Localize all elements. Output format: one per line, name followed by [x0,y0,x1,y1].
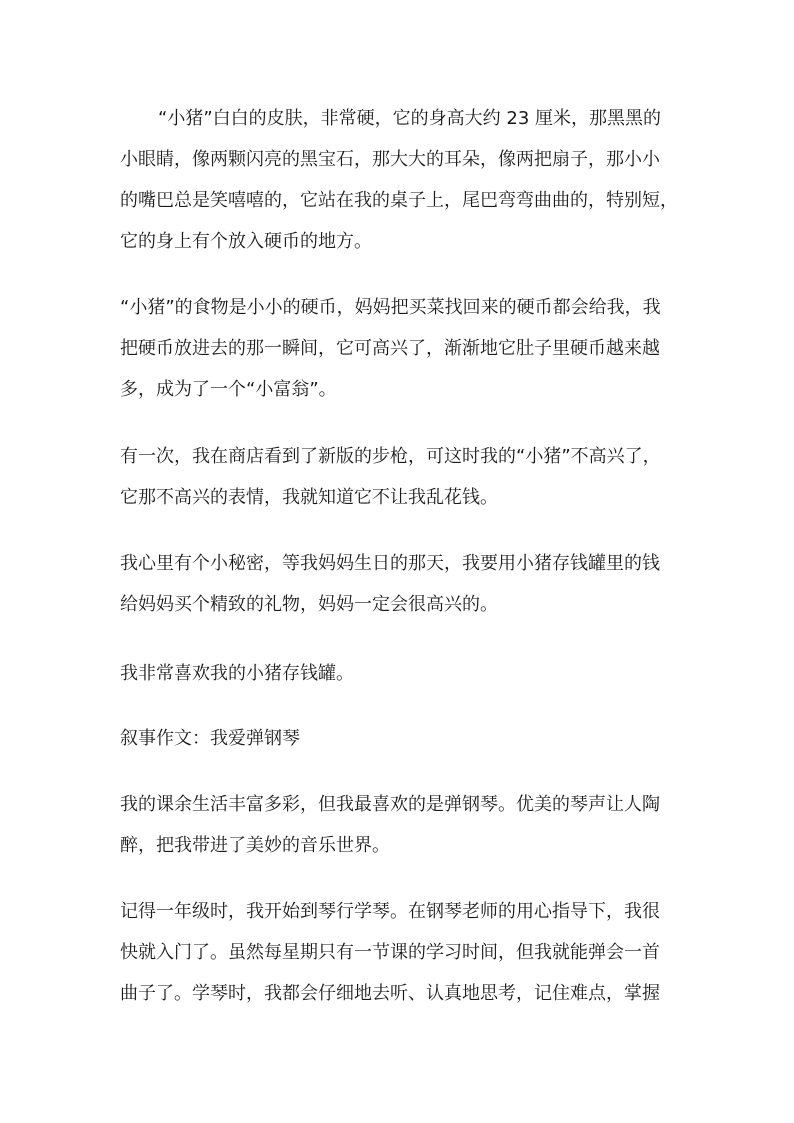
paragraph-conclusion [120,653,680,694]
text-line: 把硬币放进去的那一瞬间，它可高兴了，渐渐地它肚子里硬币越来越 [120,338,660,359]
text-line: 的嘴巴总是笑嘻嘻的，它站在我的桌子上，尾巴弯弯曲曲的，特别短， [120,190,678,211]
text-line: “小猪”白白的皮肤，非常硬，它的身高大约 23 厘米，那黑黑的 [158,108,661,129]
text-line: 小眼睛，像两颗闪亮的黑宝石，那大大的耳朵，像两把扇子，那小小 [120,149,660,170]
text-line: 多，成为了一个“小富翁”。 [120,379,337,400]
text-line: 我心里有个小秘密，等我妈妈生日的那天，我要用小猪存钱罐里的钱 [120,553,660,574]
paragraph-piggy-food [120,287,680,410]
paragraph-piggy-appearance [120,98,680,262]
text-line: 曲子了。学琴时，我都会仔细地去听、认真地思考，记住难点，掌握 [120,983,660,1004]
text-line: 我的课余生活丰富多彩，但我最喜欢的是弹钢琴。优美的琴声让人陶 [120,794,660,815]
text-line: 我非常喜欢我的小猪存钱罐。 [120,663,354,684]
paragraph-piano-intro [120,784,680,866]
text-line: 快就入门了。虽然每星期只有一节课的学习时间，但我就能弹会一首 [120,942,660,963]
text-line: “小猪”的食物是小小的硬币，妈妈把买菜找回来的硬币都会给我，我 [120,297,661,318]
paragraph-secret [120,543,680,625]
paragraph-piano-learning [120,891,680,1014]
text-line: 有一次，我在商店看到了新版的步枪，可这时我的“小猪”不高兴了， [120,446,661,467]
paragraph-store-story [120,436,680,518]
essay-title [120,718,680,759]
text-line: 记得一年级时，我开始到琴行学琴。在钢琴老师的用心指导下，我很 [120,901,660,922]
text-line: 叙事作文：我爱弹钢琴 [120,728,300,749]
text-line: 给妈妈买个精致的礼物，妈妈一定会很高兴的。 [120,594,498,615]
text-line: 它的身上有个放入硬币的地方。 [120,231,372,252]
text-line: 它那不高兴的表情，我就知道它不让我乱花钱。 [120,487,498,508]
text-line: 醉，把我带进了美妙的音乐世界。 [120,835,390,856]
